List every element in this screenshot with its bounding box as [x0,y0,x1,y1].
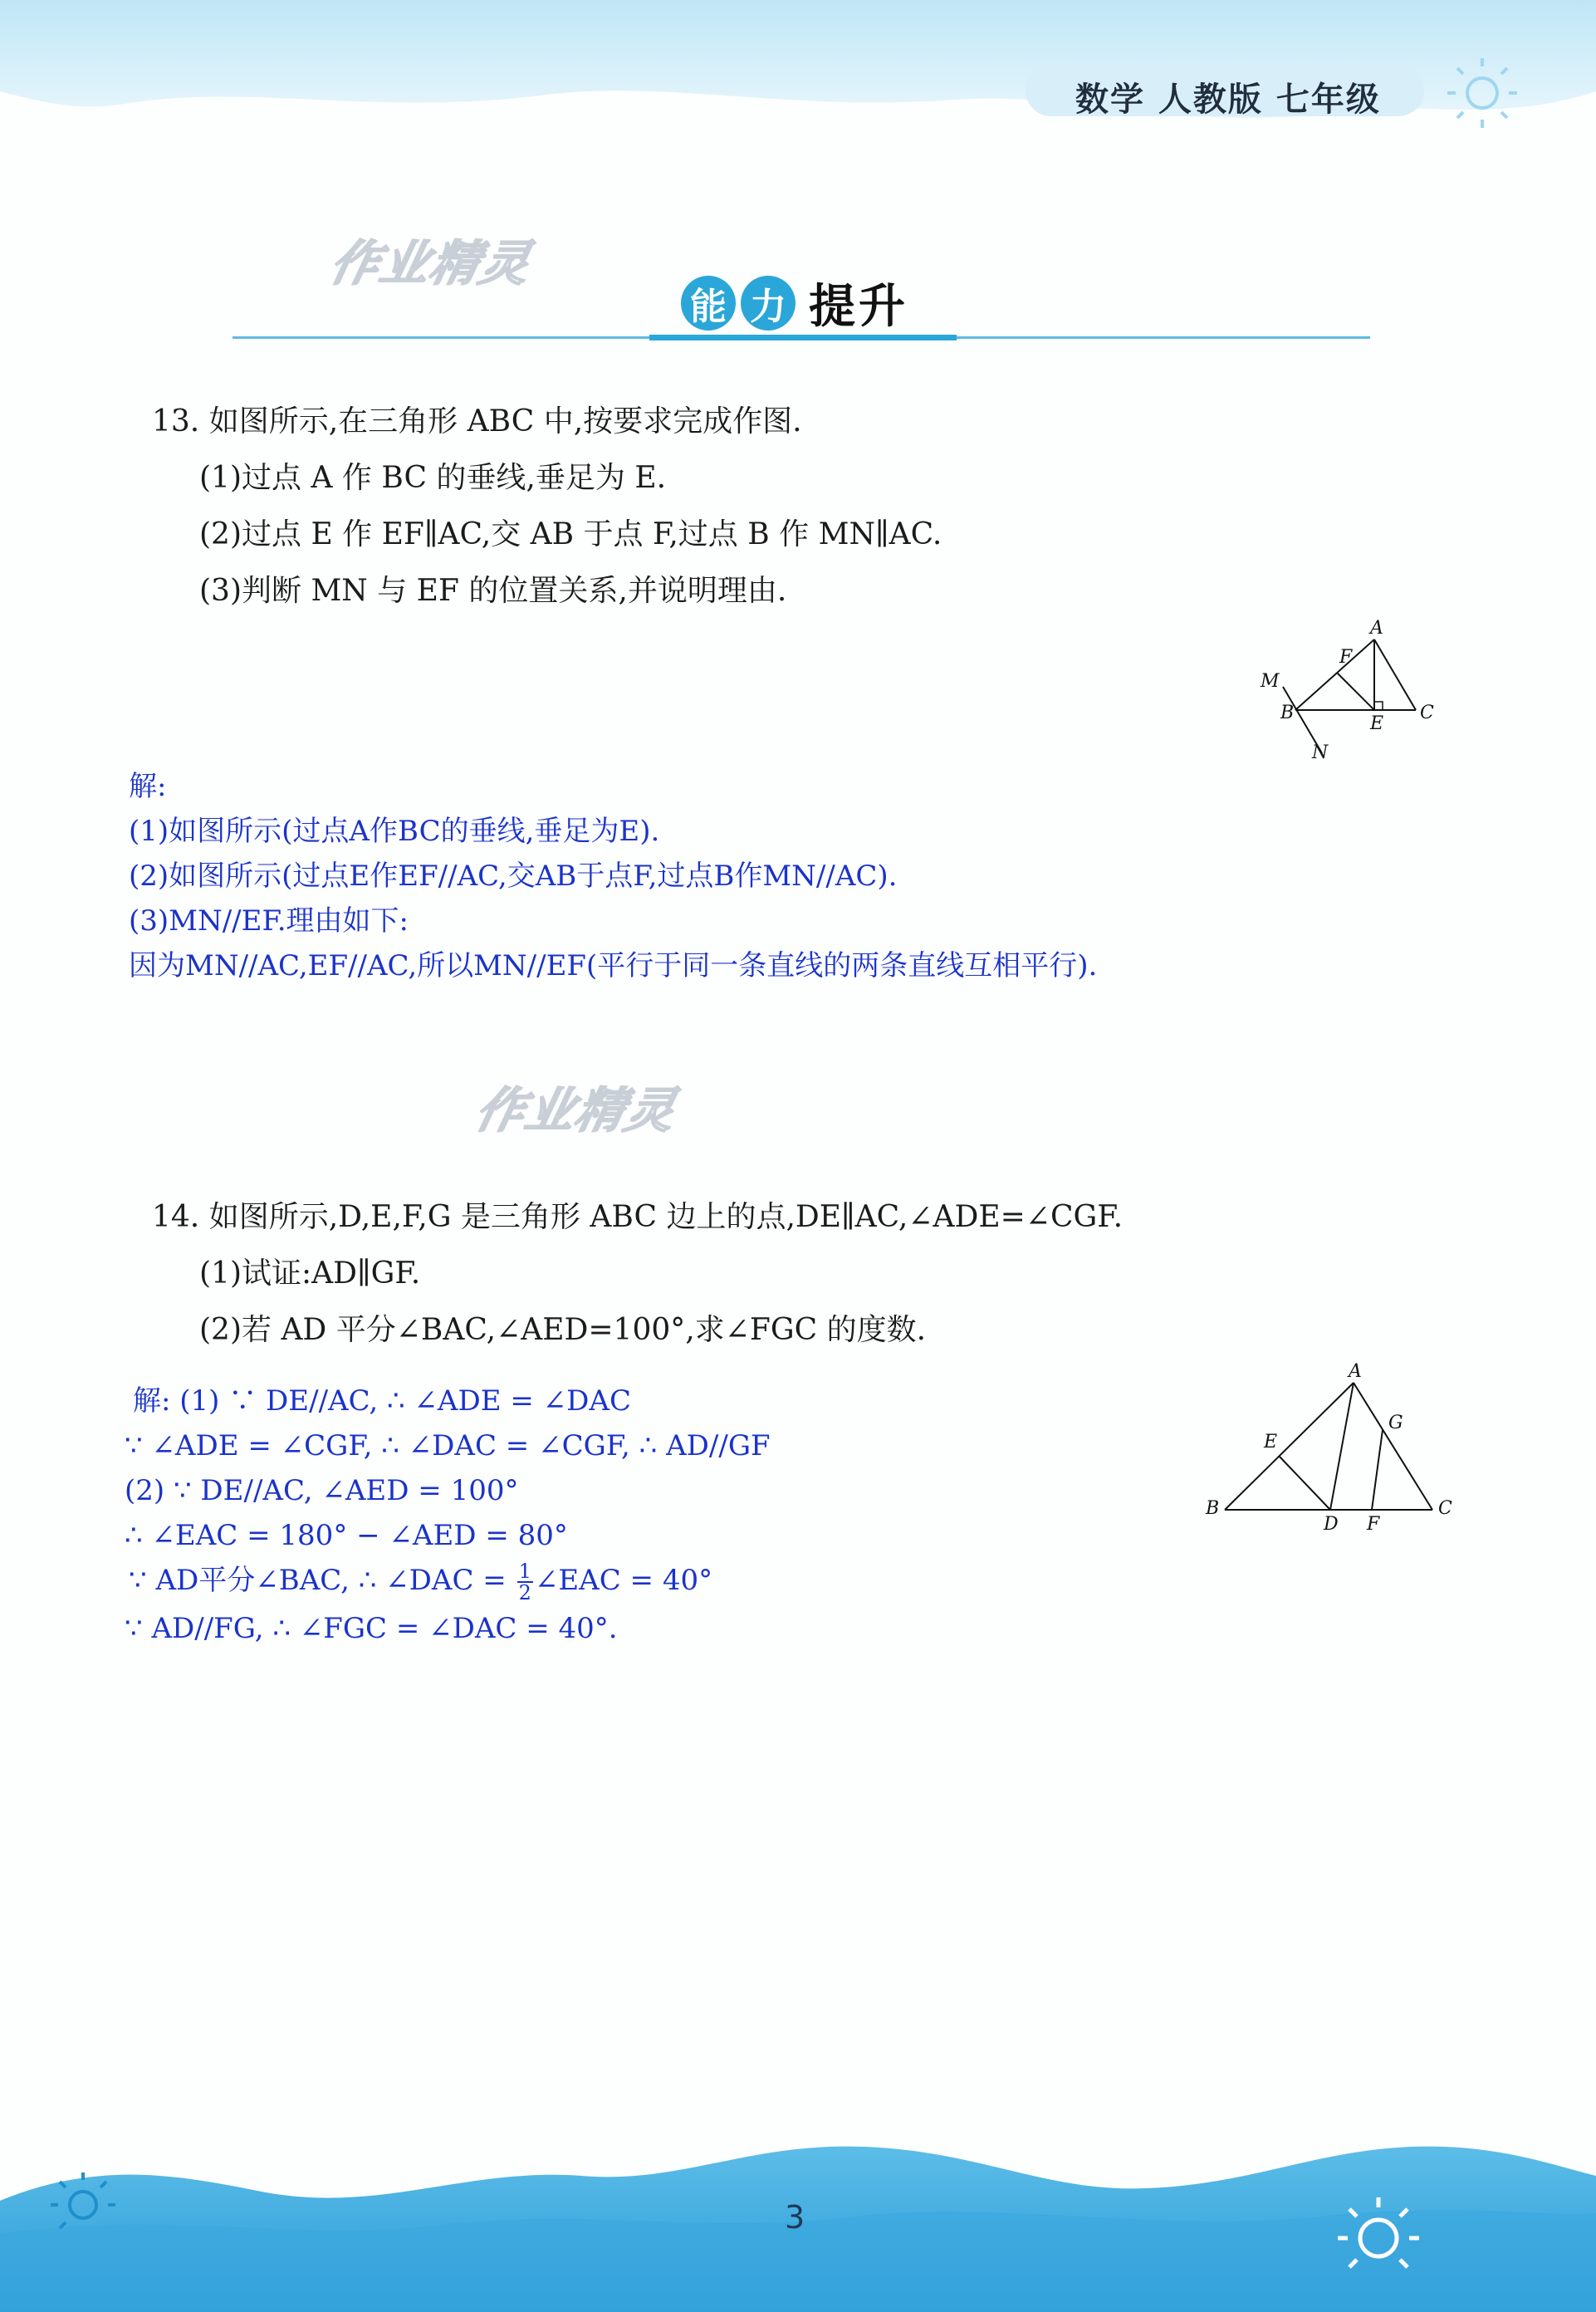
fraction-denominator: 2 [518,1581,531,1604]
q14-answer-line-5-tail: ∠EAC = 40° [534,1564,713,1597]
section-title [681,270,908,336]
line-GF [1372,1430,1383,1510]
q14-part2: (2)若 AD 平分∠BAC,∠AED=100°,求∠FGC 的度数. [199,1313,927,1347]
line-AC [1374,639,1416,710]
section-badge-2: 力 [741,276,796,331]
label-F: F [1339,647,1353,668]
book-info-header: 数学 人教版 七年级 [1075,81,1381,119]
q13-part3: (3)判断 MN 与 EF 的位置关系,并说明理由. [199,574,787,608]
q13-answer-line-5: 因为MN//AC,EF//AC,所以MN//EF(平行于同一条直线的两条直线互相平行). [129,949,1098,982]
label-A: A [1370,618,1383,639]
line-EF [1337,673,1374,710]
section-title-text: 提升 [809,280,908,334]
line-AC [1354,1383,1432,1510]
q13-stem: 13. 如图所示,在三角形 ABC 中,按要求完成作图. [152,404,802,438]
line-ED [1279,1456,1330,1510]
label-C: C [1420,703,1434,723]
label-B: B [1280,703,1295,723]
q14-figure [1196,1362,1470,1545]
q13-part1: (1)过点 A 作 BC 的垂线,垂足为 E. [199,461,667,495]
section-divider-accent [649,335,957,340]
q14-stem: 14. 如图所示,D,E,F,G 是三角形 ABC 边上的点,DE∥AC,∠ADE=∠CGF. [152,1200,1124,1234]
label-G: G [1388,1413,1403,1433]
q13-figure [1246,610,1453,768]
q14-answer-line-4: ∴ ∠EAC = 180° − ∠AED = 80° [125,1519,568,1552]
q13-answer-line-2: (1)如图所示(过点A作BC的垂线,垂足为E). [129,815,660,848]
line-AB [1295,639,1374,710]
label-E: E [1370,713,1384,734]
q14-answer-line-5-text: ∵ AD平分∠BAC, ∴ ∠DAC = [129,1564,516,1597]
section-badge-1: 能 [681,276,736,331]
label-M: M [1261,671,1280,692]
label-D: D [1324,1514,1339,1535]
label-E: E [1264,1432,1278,1452]
label-N: N [1312,742,1329,763]
q14-answer-line-5 [129,1558,712,1603]
q14-part1: (1)试证:AD∥GF. [199,1256,421,1291]
q14-answer-line-3: (2) ∵ DE//AC, ∠AED = 100° [125,1474,519,1507]
watermark-2: 作业精灵 [470,1082,683,1139]
fraction-numerator: 1 [518,1560,531,1583]
q13-answer-line-3: (2)如图所示(过点E作EF//AC,交AB于点F,过点B作MN//AC). [129,860,898,893]
q14-answer-line-6: ∵ AD//FG, ∴ ∠FGC = ∠DAC = 40°. [125,1612,618,1645]
q13-answer-line-1: 解: [129,770,167,803]
q14-answer-line-2: ∵ ∠ADE = ∠CGF, ∴ ∠DAC = ∠CGF, ∴ AD//GF [125,1429,771,1462]
label-A: A [1349,1362,1362,1382]
q13-part2: (2)过点 E 作 EF∥AC,交 AB 于点 F,过点 B 作 MN∥AC. [199,517,942,551]
watermark: 作业精灵 [325,235,537,291]
label-B: B [1206,1498,1220,1519]
q14-answer-line-1: 解: (1) ∵ DE//AC, ∴ ∠ADE = ∠DAC [133,1384,631,1418]
label-C: C [1438,1498,1452,1519]
q13-answer-line-4: (3)MN//EF.理由如下: [129,904,409,938]
label-F: F [1367,1514,1380,1535]
page-number: 3 [785,2199,805,2236]
one-half-fraction [517,1561,533,1603]
right-angle-mark [1374,702,1383,710]
